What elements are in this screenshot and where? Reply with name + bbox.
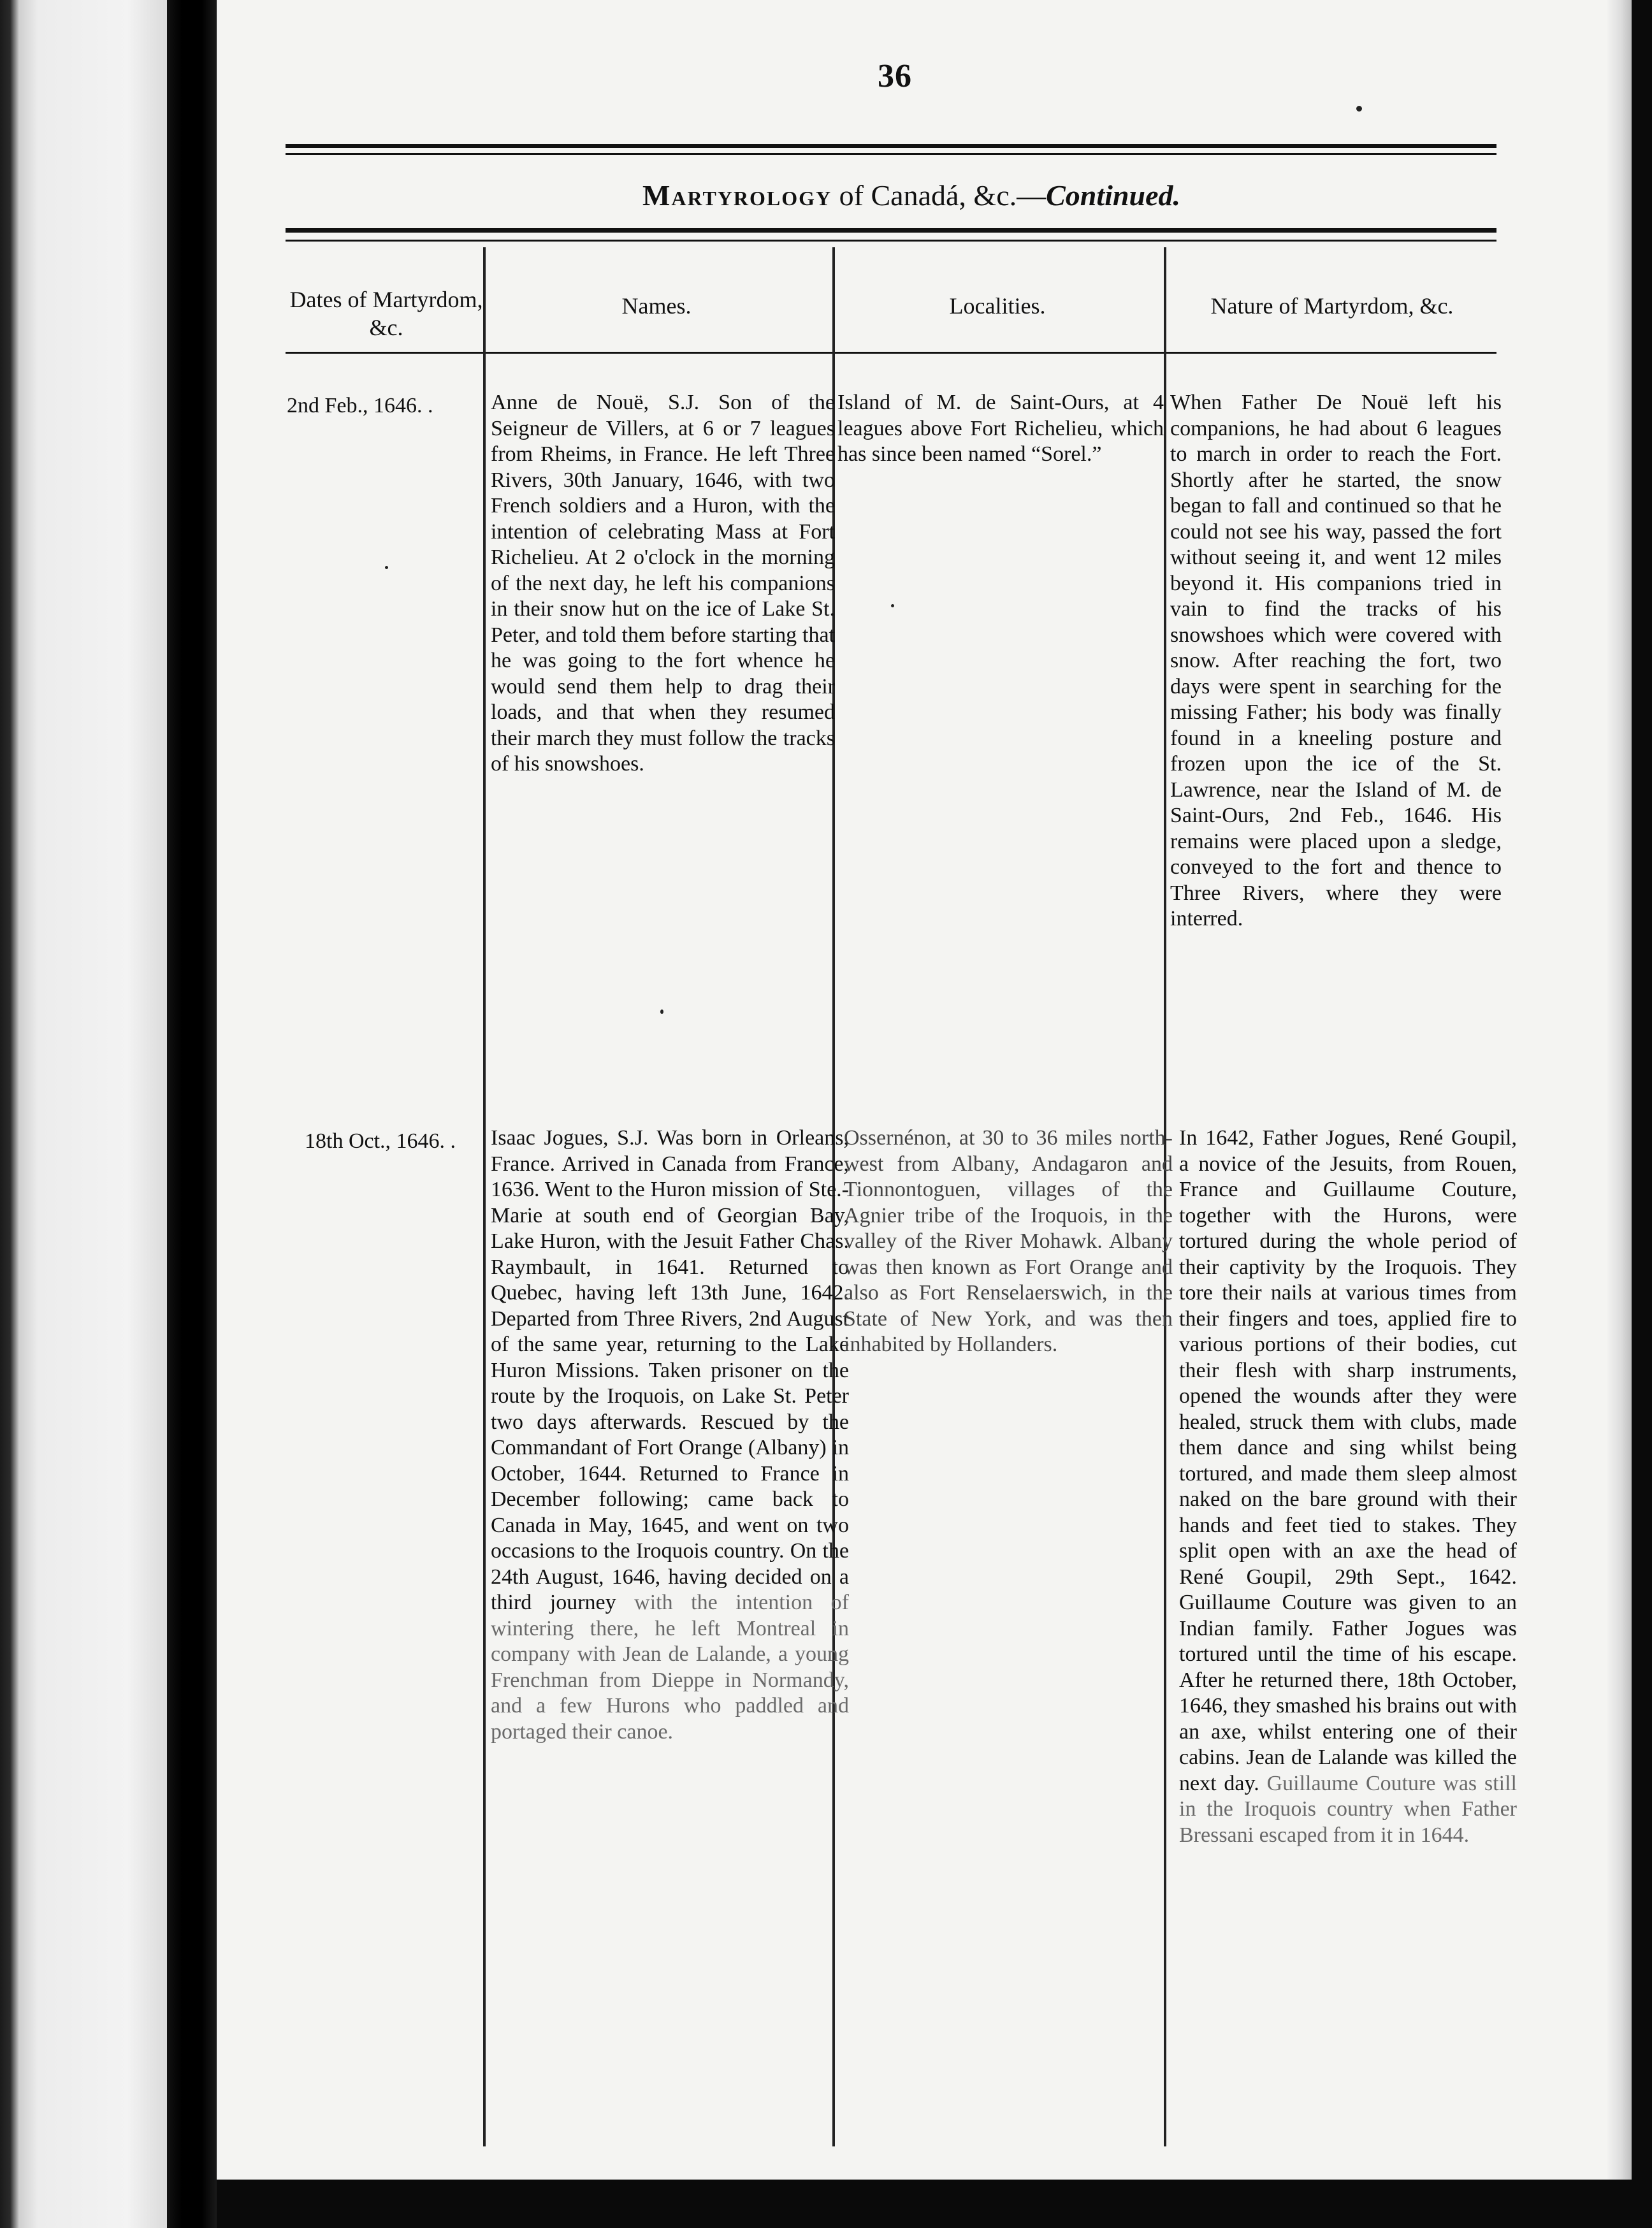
- row-2-date: 18th Oct., 1646. .: [305, 1129, 456, 1153]
- header-rule: [286, 352, 1496, 354]
- header-nature: Nature of Martyrdom, &c.: [1210, 293, 1454, 319]
- row-1-nature: When Father De Nouë left his companions, he had about 6 leagues to march in order to reach the Fort. Shortly after he started, the snow began to fall and continued so that he could not see his way, passed the fort without seeing it, and went 12 miles beyond it. His companions tried in vain to find the tracks of his snowshoes which were covered with snow. After reaching the fort, two days were spent in searching for the missing Father; his body was finally found in a kneeling posture and frozen upon the ice of the St. Lawrence, near the Island of M. de Saint-Ours, 2nd Feb., 1646. His remains were placed upon a sledge, conveyed to the fort and thence to Three Rivers, where they were interred.: [1170, 391, 1502, 930]
- header-names: Names.: [621, 293, 692, 319]
- title-martyrology: Martyrology: [642, 179, 832, 212]
- row-2-nature-text: In 1642, Father Jogues, René Goupil, a novice of the Jesuits, from Rouen, France and Guillaume Couture, together with the Hurons, were tortured during the whole period of their captivity by the Iroquois. They tore their nails at various times from their fingers and toes, applied fire to various portions of their bodies, cut their flesh with sharp instruments, opened the wounds after they were healed, struck them with clubs, made them dance and sing whilst being tortured, and made them sleep almost naked on the bare ground with their hands and feet tied to stakes. They split open with an axe the head of René Goupil, 29th Sept., 1642. Guillaume Couture was given to an Indian family. Father Jogues was tortured until the time of his escape. After he returned there, 18th October, 1646, they smashed his brains out with an axe, whilst entering one of their cabins. Jean de Lalande was killed the next day.: [1179, 1126, 1517, 1795]
- row-2-name: [491, 1125, 849, 1745]
- row-2-nature: [1179, 1125, 1517, 1848]
- scan-speck: [1356, 106, 1362, 112]
- scan-speck: [385, 566, 388, 569]
- page-title: [280, 178, 1542, 212]
- top-rule-thick: [286, 144, 1496, 148]
- title-rule-thin: [286, 240, 1496, 242]
- row-2-name-text: Isaac Jogues, S.J. Was born in Orleans, France. Arrived in Canada from France, 1636. Went to the Huron mission of Ste.-Marie at south end of Georgian Bay, Lake Huron, with the Jesuit Father Chas. Raymbault, in 1641. Returned to Quebec, having left 13th June, 1642. Departed from Three Rivers, 2nd August of the same year, returning to the Lake Huron Missions. Taken prisoner on the route by the Iroquois, on Lake St. Peter two days afterwards. Rescued by the Commandant of Fort Orange (Albany) in October, 1644. Returned to France in December following; came back to Canada in May, 1645, and went on two occasions to the Iroquois country. On the 24th August, 1646, having decided on a third journey: [491, 1126, 849, 1614]
- header-localities: Localities.: [949, 293, 1046, 319]
- row-2-locality: Ossernénon, at 30 to 36 miles north-west from Albany, Andagaron and Tionnontoguen, villages of the Agnier tribe of the Iroquois, in the valley of the River Mohawk. Albany was then known as Fort Orange and also as Fort Renselaerswich, in the State of New York, and was then inhabited by Hollanders.: [844, 1126, 1173, 1356]
- column-divider-1: [483, 247, 486, 2146]
- row-1-name: Anne de Nouë, S.J. Son of the Seigneur de Villers, at 6 or 7 leagues from Rheims, in France. He left Three Rivers, 30th January, 1646, with two French soldiers and a Huron, with the intention of celebrating Mass at Fort Richelieu. At 2 o'clock in the morning of the next day, he left his companions in their snow hut on the ice of Lake St. Peter, and told them before starting that he was going to the fort whence he would send them help to drag their loads, and that when they resumed their march they must follow the tracks of his snowshoes.: [491, 391, 835, 776]
- row-2-nature-text-faded: Guillaume Couture was still in the Iroquois country when Father Bressani escaped from it in 1644.: [1179, 1771, 1518, 1847]
- top-rule-thin: [286, 153, 1496, 155]
- page-number: 36: [878, 58, 912, 94]
- row-1-locality: Island of M. de Saint-Ours, at 4 leagues above Fort Richelieu, which has since been named “Sorel.”: [837, 391, 1164, 466]
- scan-speck: [660, 1009, 663, 1014]
- facing-page-edge: [0, 0, 167, 2228]
- page-edge-shadow: [1606, 0, 1632, 2180]
- title-rule-thick: [286, 228, 1496, 233]
- row-1-date: 2nd Feb., 1646. .: [287, 394, 433, 417]
- header-dates: Dates of Martyrdom, &c.: [289, 287, 483, 340]
- book-gutter: [167, 0, 217, 2228]
- row-2-name-text-faded: with the intention of wintering there, he left Montreal in company with Jean de Lalande, a young Frenchman from Dieppe in Normandy, and a few Hurons who paddled and portaged their canoe.: [491, 1591, 849, 1744]
- title-continued: Continued.: [1046, 179, 1181, 212]
- title-of-canada: of Canadá, &c.—: [832, 179, 1047, 212]
- scan-speck: [891, 604, 894, 607]
